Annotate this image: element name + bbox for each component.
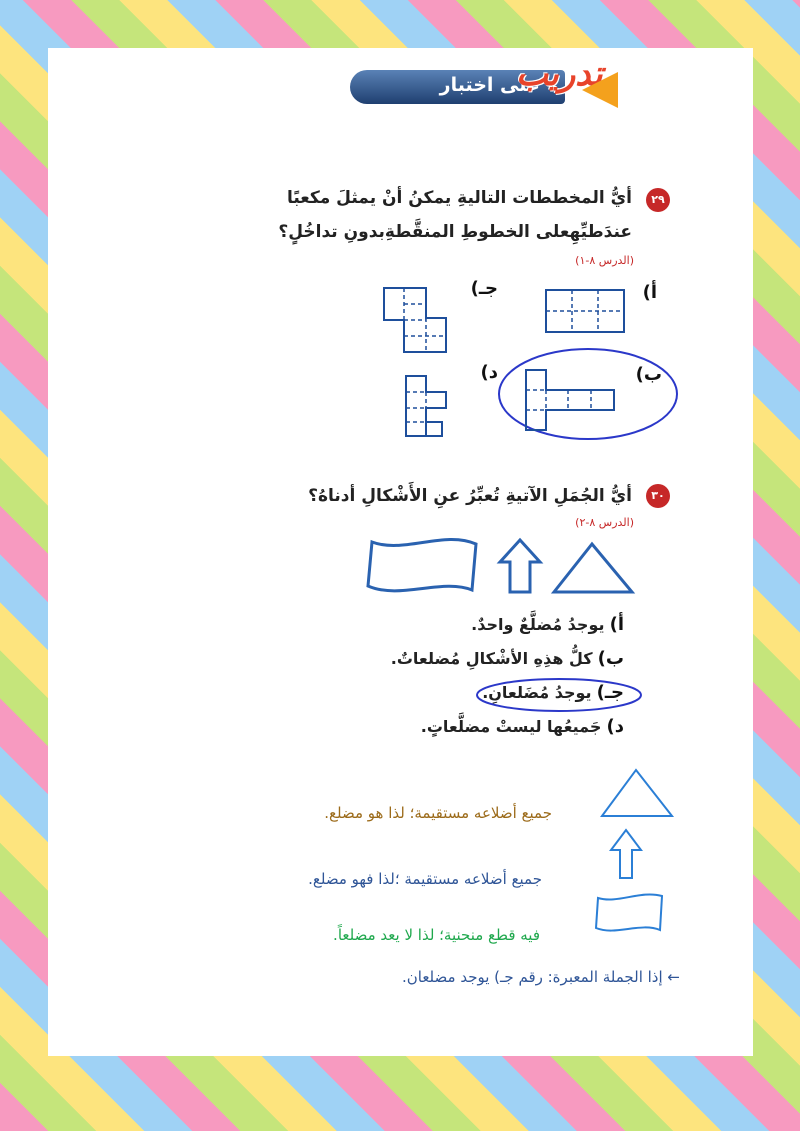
q30-shapes	[364, 534, 674, 598]
note-arrow-shape	[611, 830, 641, 878]
conclusion	[402, 968, 680, 986]
section-banner	[350, 52, 630, 122]
q30-option-c-label: جـ)	[596, 682, 624, 703]
question-30-lesson: (الدرس ٨-٢)	[575, 516, 634, 529]
net-d-figure	[398, 372, 454, 442]
q30-option-b-label: ب)	[597, 648, 624, 669]
curved-shape	[368, 539, 476, 590]
note-triangle-text: جميع أضلاعه مستقيمة؛ لذا هو مضلع.	[324, 804, 552, 822]
net-option-d-label: د)	[480, 362, 498, 383]
question-30-number: ٣٠	[646, 484, 670, 508]
q30-option-b-text: كلُّ هذِهِ الأشْكالِ مُضلعاتٌ.	[390, 649, 593, 668]
q30-option-a-text: يوجدُ مُضلَّعٌ واحدٌ.	[471, 615, 605, 634]
banner-title: تدريب	[516, 54, 603, 94]
net-option-a-label: أ)	[642, 282, 657, 303]
q30-answer-circle	[474, 676, 644, 714]
note-curved-figure	[592, 888, 668, 938]
q30-option-d	[421, 716, 624, 737]
banner-arrow-icon	[582, 72, 618, 108]
net-d-outline	[426, 422, 442, 436]
q30-option-d-text: جَميعُها ليستْ مضلَّعاتٍ.	[420, 717, 602, 736]
note-arrow-text: جميع أضلاعه مستقيمة ؛لذا فهو مضلع.	[308, 870, 542, 888]
q30-option-c-text: يوجدُ مُضَلعانِ.	[482, 683, 592, 702]
q30-option-b	[391, 648, 624, 669]
note-curved-shape	[596, 894, 662, 930]
net-b-outline	[526, 370, 614, 430]
q30-option-d-label: د)	[606, 716, 624, 737]
answer-circle	[477, 679, 641, 711]
net-b-figure	[496, 346, 682, 442]
question-29-lesson: (الدرس ٨-١)	[575, 254, 634, 267]
question-29-line2: عندَطيِّهِعلى الخطوطِ المنقَّطةِبدونِ تداخُلٍ؟	[278, 222, 632, 242]
net-option-c-label: جـ)	[470, 278, 498, 299]
note-triangle-figure	[598, 764, 678, 822]
question-29-number: ٢٩	[646, 188, 670, 212]
arrow-shape	[500, 540, 540, 592]
net-c-figure	[378, 284, 458, 358]
net-a-figure	[540, 286, 630, 336]
note-arrow-figure	[606, 826, 646, 882]
question-29-line1: أيُّ المخططات التاليةِ يمكنُ أنْ يمثلَ مكعبًا	[286, 188, 632, 208]
conclusion-arrow-icon: ←	[667, 968, 680, 986]
triangle-shape	[554, 544, 632, 592]
conclusion-text: إذا الجملة المعبرة: رقم جـ) يوجد مضلعان.	[401, 968, 663, 986]
q30-option-a	[471, 614, 624, 635]
net-option-b-label: ب)	[635, 364, 662, 385]
question-30-text: أيُّ الجُمَلِ الآتيةِ تُعبِّرُ عنِ الأَشْكالِ أدناهُ؟	[308, 486, 632, 506]
note-curved-text: فيه قطع منحنية؛ لذا لا يعد مضلعاً.	[333, 926, 540, 944]
banner-subtitle: على اختبار	[439, 74, 540, 96]
note-triangle-shape	[602, 770, 672, 816]
q30-option-a-label: أ)	[609, 614, 624, 635]
